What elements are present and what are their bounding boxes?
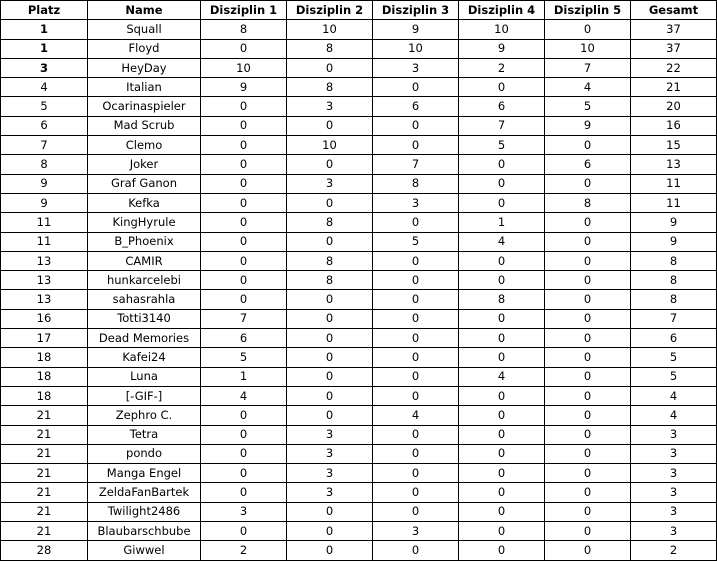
cell-gesamt: 5 xyxy=(631,348,717,367)
cell-disziplin-5: 0 xyxy=(545,483,631,502)
cell-disziplin-1: 0 xyxy=(201,271,287,290)
cell-disziplin-4: 0 xyxy=(459,464,545,483)
cell-disziplin-4: 0 xyxy=(459,541,545,560)
cell-disziplin-5: 0 xyxy=(545,213,631,232)
cell-disziplin-4: 0 xyxy=(459,251,545,270)
cell-disziplin-5: 0 xyxy=(545,329,631,348)
cell-platz: 4 xyxy=(1,78,88,97)
cell-disziplin-2: 10 xyxy=(287,136,373,155)
cell-disziplin-2: 3 xyxy=(287,97,373,116)
cell-disziplin-3: 0 xyxy=(373,541,459,560)
cell-disziplin-2: 3 xyxy=(287,444,373,463)
cell-gesamt: 4 xyxy=(631,386,717,405)
cell-disziplin-3: 0 xyxy=(373,78,459,97)
cell-platz: 13 xyxy=(1,290,88,309)
cell-platz: 9 xyxy=(1,193,88,212)
cell-disziplin-5: 0 xyxy=(545,174,631,193)
cell-disziplin-2: 3 xyxy=(287,483,373,502)
cell-disziplin-3: 5 xyxy=(373,232,459,251)
cell-disziplin-4: 0 xyxy=(459,348,545,367)
table-row xyxy=(1,522,717,541)
cell-disziplin-1: 0 xyxy=(201,483,287,502)
cell-name: Graf Ganon xyxy=(88,174,201,193)
cell-disziplin-3: 0 xyxy=(373,386,459,405)
cell-gesamt: 8 xyxy=(631,251,717,270)
cell-disziplin-4: 0 xyxy=(459,502,545,521)
cell-disziplin-4: 1 xyxy=(459,213,545,232)
cell-disziplin-1: 10 xyxy=(201,58,287,77)
cell-disziplin-1: 0 xyxy=(201,444,287,463)
cell-platz: 5 xyxy=(1,97,88,116)
cell-disziplin-4: 0 xyxy=(459,444,545,463)
cell-disziplin-5: 0 xyxy=(545,425,631,444)
cell-disziplin-4: 0 xyxy=(459,406,545,425)
cell-name: Ocarinaspieler xyxy=(88,97,201,116)
cell-disziplin-4: 10 xyxy=(459,20,545,39)
cell-platz: 9 xyxy=(1,174,88,193)
table-row xyxy=(1,39,717,58)
cell-name: Totti3140 xyxy=(88,309,201,328)
cell-disziplin-3: 0 xyxy=(373,290,459,309)
cell-disziplin-3: 0 xyxy=(373,213,459,232)
table-row xyxy=(1,309,717,328)
cell-gesamt: 8 xyxy=(631,290,717,309)
cell-name: Joker xyxy=(88,155,201,174)
cell-platz: 21 xyxy=(1,464,88,483)
cell-name: Clemo xyxy=(88,136,201,155)
cell-disziplin-1: 0 xyxy=(201,232,287,251)
table-row xyxy=(1,444,717,463)
cell-name: Floyd xyxy=(88,39,201,58)
cell-disziplin-2: 0 xyxy=(287,193,373,212)
cell-disziplin-2: 0 xyxy=(287,502,373,521)
cell-gesamt: 22 xyxy=(631,58,717,77)
cell-name: CAMIR xyxy=(88,251,201,270)
cell-gesamt: 3 xyxy=(631,425,717,444)
cell-name: sahasrahla xyxy=(88,290,201,309)
cell-gesamt: 13 xyxy=(631,155,717,174)
cell-disziplin-4: 2 xyxy=(459,58,545,77)
cell-disziplin-3: 0 xyxy=(373,425,459,444)
cell-disziplin-2: 0 xyxy=(287,367,373,386)
cell-platz: 21 xyxy=(1,425,88,444)
cell-gesamt: 7 xyxy=(631,309,717,328)
cell-disziplin-4: 0 xyxy=(459,522,545,541)
cell-gesamt: 3 xyxy=(631,522,717,541)
cell-disziplin-1: 0 xyxy=(201,174,287,193)
table-row xyxy=(1,232,717,251)
table-row xyxy=(1,136,717,155)
cell-disziplin-5: 7 xyxy=(545,58,631,77)
cell-disziplin-4: 0 xyxy=(459,425,545,444)
cell-disziplin-4: 9 xyxy=(459,39,545,58)
cell-gesamt: 37 xyxy=(631,39,717,58)
header-platz: Platz xyxy=(1,1,88,20)
cell-disziplin-1: 6 xyxy=(201,329,287,348)
cell-platz: 18 xyxy=(1,367,88,386)
cell-gesamt: 20 xyxy=(631,97,717,116)
cell-disziplin-3: 9 xyxy=(373,20,459,39)
cell-disziplin-5: 8 xyxy=(545,193,631,212)
cell-disziplin-4: 0 xyxy=(459,309,545,328)
cell-disziplin-1: 1 xyxy=(201,367,287,386)
cell-disziplin-3: 0 xyxy=(373,367,459,386)
cell-disziplin-3: 0 xyxy=(373,502,459,521)
header-disziplin-4: Disziplin 4 xyxy=(459,1,545,20)
cell-disziplin-2: 8 xyxy=(287,78,373,97)
cell-platz: 28 xyxy=(1,541,88,560)
cell-disziplin-2: 10 xyxy=(287,20,373,39)
cell-gesamt: 2 xyxy=(631,541,717,560)
table-row xyxy=(1,271,717,290)
cell-disziplin-5: 0 xyxy=(545,232,631,251)
cell-platz: 8 xyxy=(1,155,88,174)
cell-disziplin-5: 0 xyxy=(545,20,631,39)
cell-name: Tetra xyxy=(88,425,201,444)
cell-name: hunkarcelebi xyxy=(88,271,201,290)
cell-disziplin-5: 0 xyxy=(545,290,631,309)
cell-disziplin-2: 0 xyxy=(287,309,373,328)
cell-disziplin-5: 0 xyxy=(545,309,631,328)
cell-platz: 18 xyxy=(1,348,88,367)
table-row xyxy=(1,386,717,405)
table-row xyxy=(1,78,717,97)
cell-disziplin-4: 4 xyxy=(459,232,545,251)
cell-disziplin-3: 4 xyxy=(373,406,459,425)
cell-disziplin-3: 0 xyxy=(373,483,459,502)
cell-disziplin-2: 0 xyxy=(287,329,373,348)
cell-disziplin-1: 0 xyxy=(201,193,287,212)
cell-disziplin-2: 0 xyxy=(287,116,373,135)
cell-disziplin-4: 0 xyxy=(459,174,545,193)
table-row xyxy=(1,483,717,502)
cell-disziplin-2: 0 xyxy=(287,541,373,560)
cell-name: Twilight2486 xyxy=(88,502,201,521)
table-row xyxy=(1,406,717,425)
cell-disziplin-1: 9 xyxy=(201,78,287,97)
cell-disziplin-3: 0 xyxy=(373,348,459,367)
cell-disziplin-2: 8 xyxy=(287,213,373,232)
header-name: Name xyxy=(88,1,201,20)
cell-disziplin-1: 4 xyxy=(201,386,287,405)
table-row xyxy=(1,116,717,135)
cell-gesamt: 5 xyxy=(631,367,717,386)
cell-platz: 21 xyxy=(1,444,88,463)
cell-platz: 18 xyxy=(1,386,88,405)
cell-disziplin-4: 7 xyxy=(459,116,545,135)
table-row xyxy=(1,502,717,521)
cell-disziplin-5: 0 xyxy=(545,406,631,425)
cell-gesamt: 11 xyxy=(631,193,717,212)
cell-name: Luna xyxy=(88,367,201,386)
cell-disziplin-2: 0 xyxy=(287,58,373,77)
cell-gesamt: 21 xyxy=(631,78,717,97)
cell-name: Giwwel xyxy=(88,541,201,560)
cell-disziplin-5: 0 xyxy=(545,251,631,270)
cell-disziplin-1: 0 xyxy=(201,251,287,270)
table-row xyxy=(1,348,717,367)
cell-disziplin-1: 8 xyxy=(201,20,287,39)
cell-disziplin-5: 0 xyxy=(545,367,631,386)
cell-disziplin-3: 0 xyxy=(373,136,459,155)
cell-disziplin-3: 0 xyxy=(373,464,459,483)
cell-disziplin-5: 0 xyxy=(545,464,631,483)
cell-disziplin-4: 0 xyxy=(459,155,545,174)
cell-disziplin-2: 0 xyxy=(287,406,373,425)
cell-platz: 13 xyxy=(1,251,88,270)
cell-platz: 11 xyxy=(1,232,88,251)
cell-disziplin-5: 0 xyxy=(545,348,631,367)
cell-disziplin-2: 8 xyxy=(287,251,373,270)
table-row xyxy=(1,329,717,348)
cell-disziplin-1: 2 xyxy=(201,541,287,560)
cell-disziplin-1: 0 xyxy=(201,116,287,135)
cell-platz: 21 xyxy=(1,406,88,425)
cell-gesamt: 3 xyxy=(631,464,717,483)
cell-disziplin-2: 0 xyxy=(287,386,373,405)
cell-disziplin-4: 0 xyxy=(459,386,545,405)
cell-disziplin-1: 3 xyxy=(201,502,287,521)
cell-disziplin-2: 0 xyxy=(287,348,373,367)
cell-disziplin-5: 5 xyxy=(545,97,631,116)
cell-gesamt: 37 xyxy=(631,20,717,39)
cell-disziplin-5: 4 xyxy=(545,78,631,97)
cell-disziplin-5: 0 xyxy=(545,386,631,405)
cell-disziplin-1: 0 xyxy=(201,39,287,58)
cell-platz: 6 xyxy=(1,116,88,135)
header-row xyxy=(1,1,717,20)
cell-platz: 21 xyxy=(1,502,88,521)
cell-name: HeyDay xyxy=(88,58,201,77)
cell-platz: 1 xyxy=(1,20,88,39)
cell-disziplin-4: 8 xyxy=(459,290,545,309)
table-row xyxy=(1,367,717,386)
cell-disziplin-4: 0 xyxy=(459,193,545,212)
cell-gesamt: 15 xyxy=(631,136,717,155)
cell-disziplin-1: 5 xyxy=(201,348,287,367)
cell-disziplin-1: 0 xyxy=(201,522,287,541)
cell-disziplin-2: 0 xyxy=(287,232,373,251)
cell-name: Squall xyxy=(88,20,201,39)
cell-name: B_Phoenix xyxy=(88,232,201,251)
cell-disziplin-1: 0 xyxy=(201,213,287,232)
cell-disziplin-3: 3 xyxy=(373,522,459,541)
cell-gesamt: 4 xyxy=(631,406,717,425)
table-body xyxy=(1,20,717,560)
cell-disziplin-2: 3 xyxy=(287,174,373,193)
table-row xyxy=(1,425,717,444)
cell-disziplin-2: 0 xyxy=(287,522,373,541)
cell-platz: 3 xyxy=(1,58,88,77)
table-row xyxy=(1,290,717,309)
cell-disziplin-2: 0 xyxy=(287,155,373,174)
cell-gesamt: 3 xyxy=(631,444,717,463)
cell-disziplin-3: 8 xyxy=(373,174,459,193)
header-disziplin-2: Disziplin 2 xyxy=(287,1,373,20)
cell-name: Blaubarschbube xyxy=(88,522,201,541)
cell-disziplin-4: 0 xyxy=(459,78,545,97)
cell-disziplin-3: 0 xyxy=(373,271,459,290)
table-row xyxy=(1,155,717,174)
cell-disziplin-3: 7 xyxy=(373,155,459,174)
cell-gesamt: 3 xyxy=(631,502,717,521)
header-gesamt: Gesamt xyxy=(631,1,717,20)
cell-platz: 13 xyxy=(1,271,88,290)
cell-disziplin-4: 5 xyxy=(459,136,545,155)
cell-disziplin-1: 0 xyxy=(201,155,287,174)
cell-disziplin-5: 10 xyxy=(545,39,631,58)
cell-name: Manga Engel xyxy=(88,464,201,483)
cell-gesamt: 6 xyxy=(631,329,717,348)
cell-disziplin-5: 0 xyxy=(545,502,631,521)
cell-disziplin-3: 0 xyxy=(373,116,459,135)
cell-platz: 1 xyxy=(1,39,88,58)
cell-platz: 21 xyxy=(1,483,88,502)
cell-disziplin-5: 0 xyxy=(545,541,631,560)
cell-platz: 7 xyxy=(1,136,88,155)
cell-name: Mad Scrub xyxy=(88,116,201,135)
cell-name: [-GIF-] xyxy=(88,386,201,405)
cell-disziplin-3: 0 xyxy=(373,444,459,463)
cell-disziplin-1: 0 xyxy=(201,464,287,483)
cell-gesamt: 16 xyxy=(631,116,717,135)
cell-disziplin-1: 0 xyxy=(201,425,287,444)
cell-gesamt: 9 xyxy=(631,213,717,232)
cell-name: KingHyrule xyxy=(88,213,201,232)
table-row xyxy=(1,174,717,193)
cell-disziplin-2: 0 xyxy=(287,290,373,309)
cell-name: Zephro C. xyxy=(88,406,201,425)
table-row xyxy=(1,251,717,270)
cell-platz: 16 xyxy=(1,309,88,328)
cell-name: ZeldaFanBartek xyxy=(88,483,201,502)
cell-disziplin-5: 9 xyxy=(545,116,631,135)
cell-disziplin-5: 6 xyxy=(545,155,631,174)
cell-disziplin-2: 3 xyxy=(287,464,373,483)
cell-disziplin-3: 3 xyxy=(373,193,459,212)
cell-disziplin-4: 6 xyxy=(459,97,545,116)
cell-disziplin-3: 0 xyxy=(373,329,459,348)
cell-name: Kafei24 xyxy=(88,348,201,367)
cell-disziplin-2: 8 xyxy=(287,39,373,58)
header-disziplin-3: Disziplin 3 xyxy=(373,1,459,20)
cell-disziplin-1: 0 xyxy=(201,136,287,155)
cell-disziplin-3: 3 xyxy=(373,58,459,77)
cell-disziplin-5: 0 xyxy=(545,522,631,541)
cell-platz: 21 xyxy=(1,522,88,541)
cell-gesamt: 3 xyxy=(631,483,717,502)
cell-disziplin-4: 0 xyxy=(459,483,545,502)
table-row xyxy=(1,58,717,77)
header-disziplin-1: Disziplin 1 xyxy=(201,1,287,20)
cell-disziplin-2: 3 xyxy=(287,425,373,444)
cell-gesamt: 11 xyxy=(631,174,717,193)
cell-gesamt: 9 xyxy=(631,232,717,251)
cell-name: Dead Memories xyxy=(88,329,201,348)
cell-disziplin-1: 0 xyxy=(201,406,287,425)
cell-disziplin-3: 0 xyxy=(373,309,459,328)
table-row xyxy=(1,213,717,232)
cell-disziplin-3: 6 xyxy=(373,97,459,116)
table-row xyxy=(1,193,717,212)
table-row xyxy=(1,541,717,560)
cell-disziplin-2: 8 xyxy=(287,271,373,290)
table-row xyxy=(1,464,717,483)
cell-disziplin-1: 0 xyxy=(201,290,287,309)
cell-name: Italian xyxy=(88,78,201,97)
cell-disziplin-5: 0 xyxy=(545,444,631,463)
header-disziplin-5: Disziplin 5 xyxy=(545,1,631,20)
cell-platz: 17 xyxy=(1,329,88,348)
cell-disziplin-3: 10 xyxy=(373,39,459,58)
table-row xyxy=(1,97,717,116)
table-row xyxy=(1,20,717,39)
cell-disziplin-3: 0 xyxy=(373,251,459,270)
cell-disziplin-4: 4 xyxy=(459,367,545,386)
cell-disziplin-4: 0 xyxy=(459,329,545,348)
cell-disziplin-4: 0 xyxy=(459,271,545,290)
cell-disziplin-5: 0 xyxy=(545,136,631,155)
cell-disziplin-5: 0 xyxy=(545,271,631,290)
cell-name: pondo xyxy=(88,444,201,463)
cell-disziplin-1: 0 xyxy=(201,97,287,116)
cell-platz: 11 xyxy=(1,213,88,232)
cell-disziplin-1: 7 xyxy=(201,309,287,328)
cell-name: Kefka xyxy=(88,193,201,212)
cell-gesamt: 8 xyxy=(631,271,717,290)
